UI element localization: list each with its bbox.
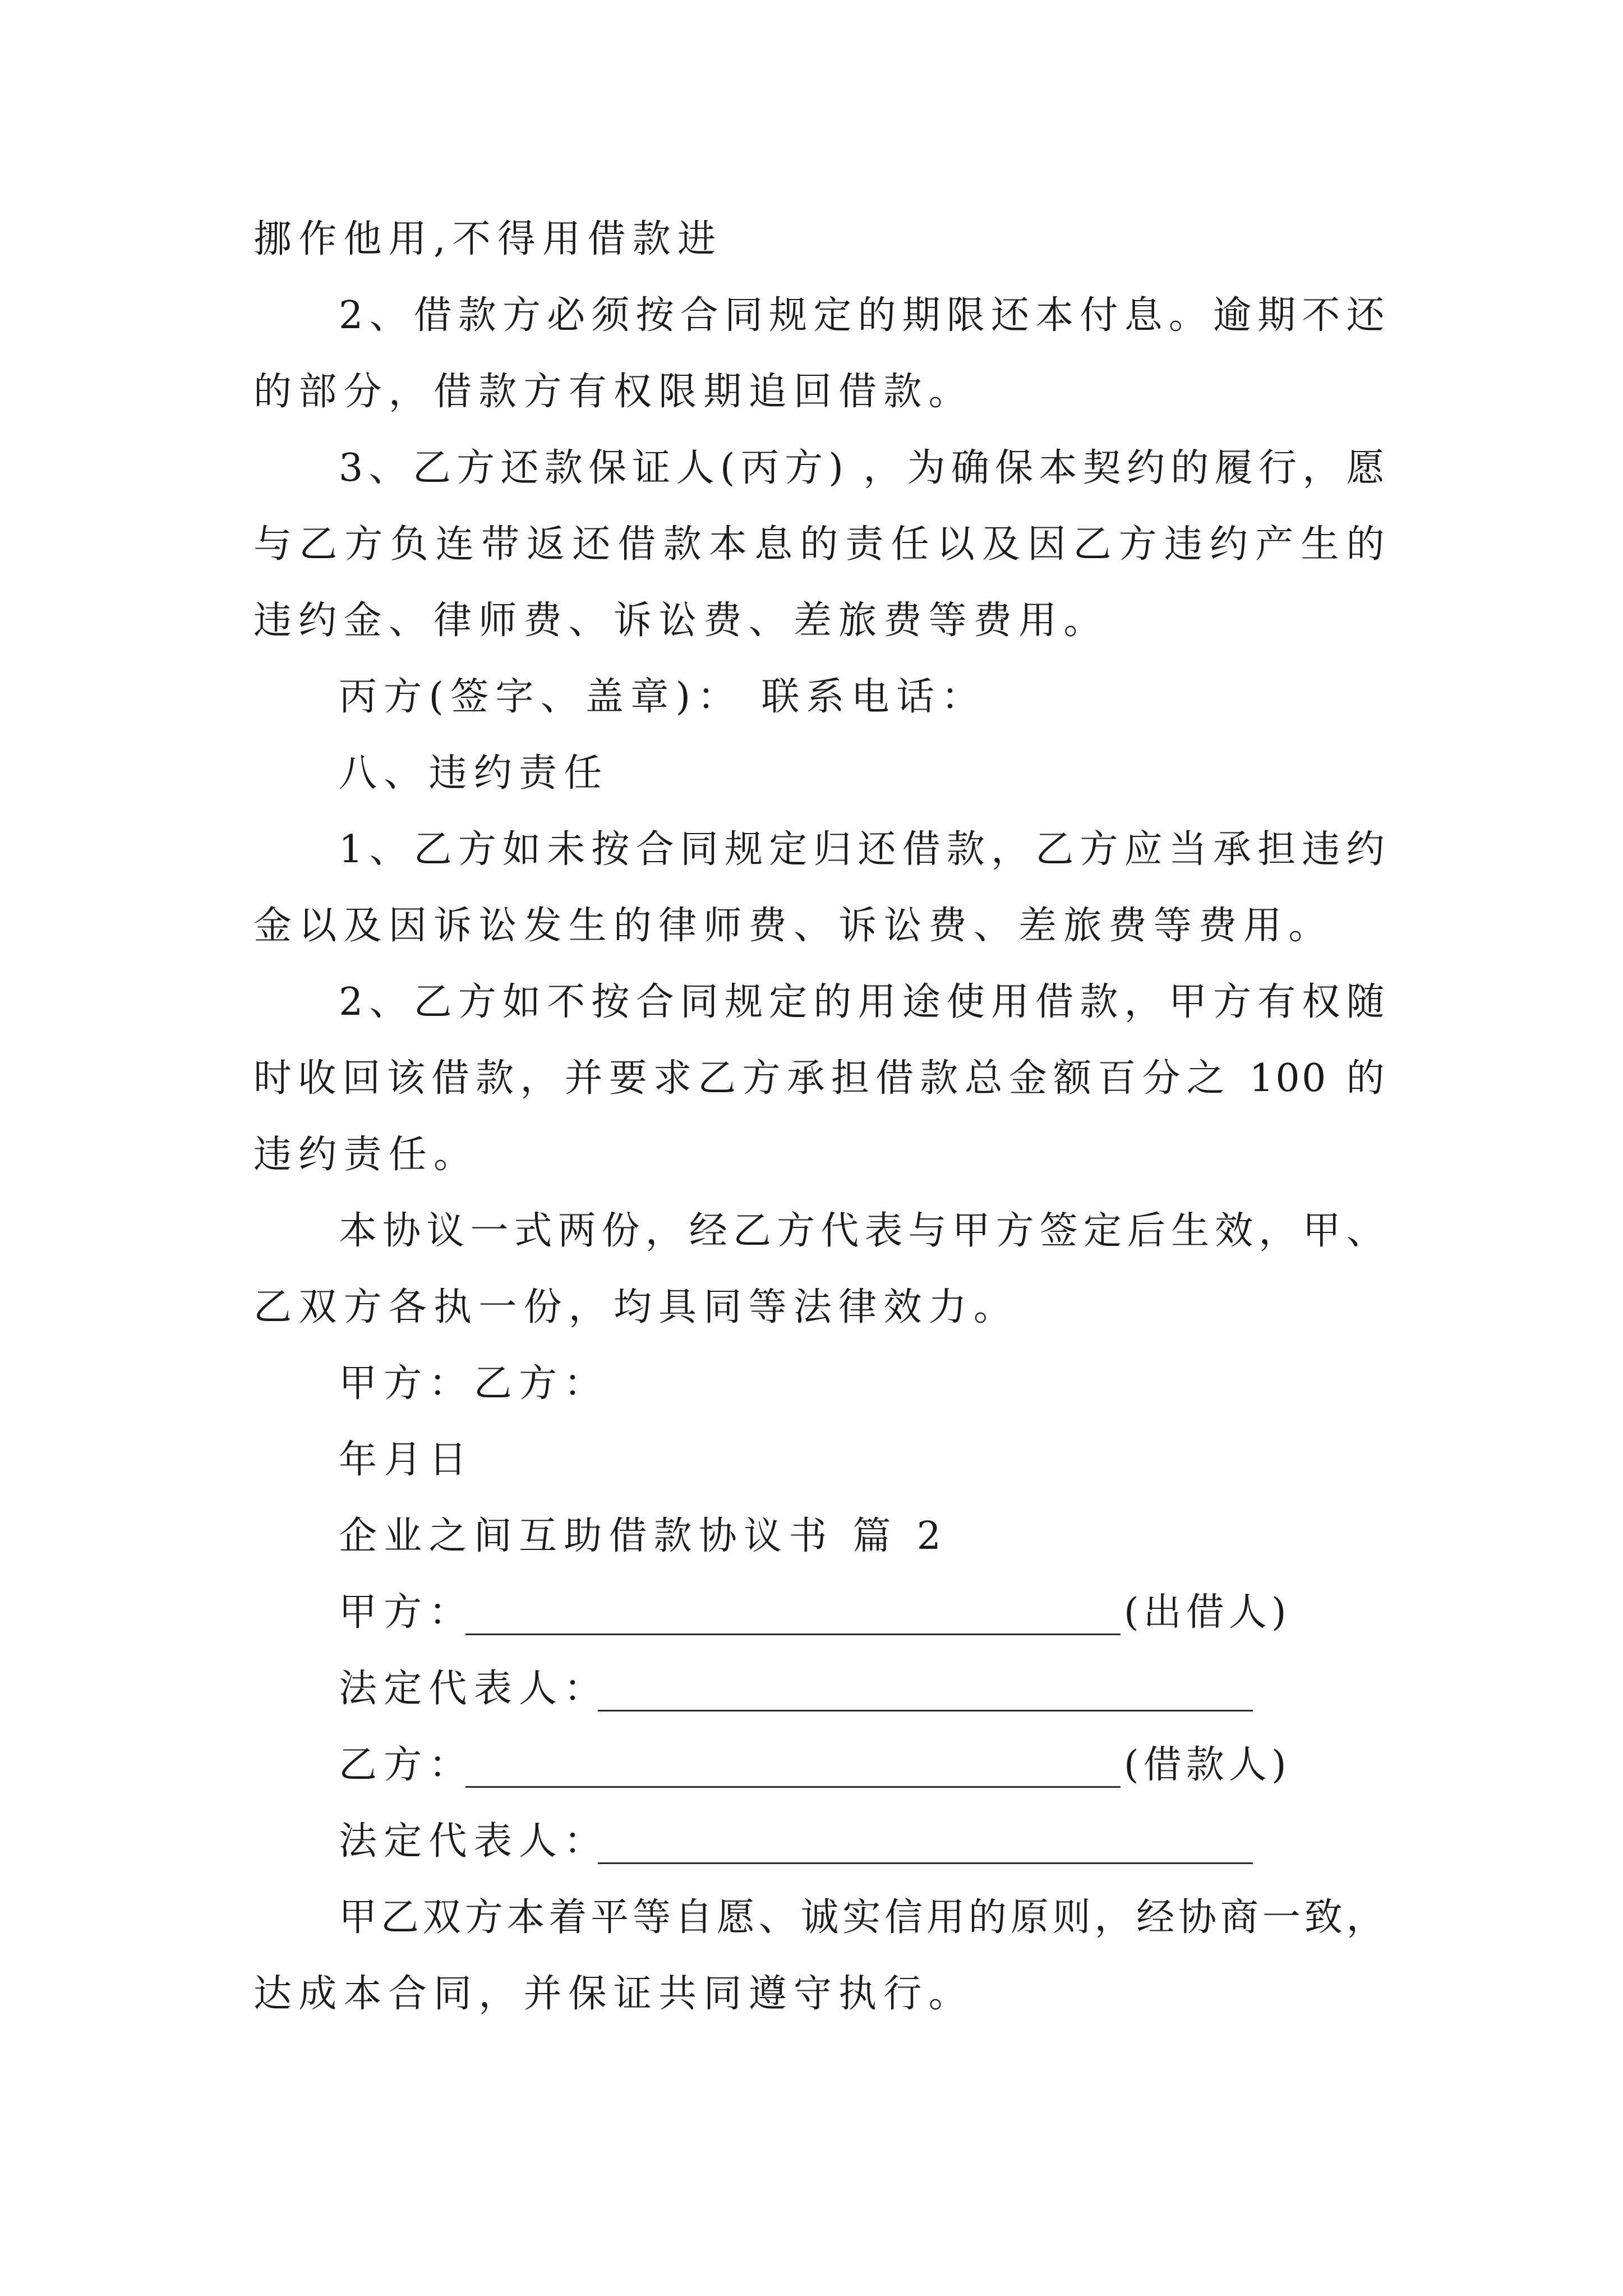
text-line-11: 2、乙方如不按合同规定的用途使用借款，甲方有权随 [339, 980, 1386, 1024]
text-line-5: 与乙方负连带返还借款本息的责任以及因乙方违约产生的 [253, 522, 1386, 567]
closing-line-2: 达成本合同，并保证共同遵守执行。 [253, 1972, 974, 2016]
text-line-6: 违约金、律师费、诉讼费、差旅费等费用。 [253, 599, 1109, 643]
text-line-3: 的部分，借款方有权限期追回借款。 [253, 370, 974, 414]
borrower-suffix: (借款人) [1124, 1743, 1291, 1787]
lender-rep-blank[interactable] [598, 1710, 1253, 1711]
lender-suffix: (出借人) [1124, 1590, 1291, 1635]
text-line-15: 乙双方各执一份，均具同等法律效力。 [253, 1285, 1019, 1329]
text-line-4: 3、乙方还款保证人(丙方) ，为确保本契约的履行，愿 [339, 446, 1386, 490]
text-line-12: 时收回该借款，并要求乙方承担借款总金额百分之 100 的 [253, 1056, 1386, 1101]
date-line: 年月日 [339, 1438, 474, 1482]
borrower-blank[interactable] [465, 1786, 1121, 1788]
borrower-rep-label: 法定代表人： [339, 1819, 609, 1864]
text-line-10: 金以及因诉讼发生的律师费、诉讼费、差旅费等费用。 [253, 904, 1334, 948]
closing-line-1: 甲乙双方本着平等自愿、诚实信用的原则，经协商一致， [339, 1895, 1386, 1940]
text-line-1: 挪作他用,不得用借款进 [253, 217, 723, 261]
lender-label: 甲方： [339, 1590, 474, 1635]
lender-rep-label: 法定代表人： [339, 1667, 609, 1711]
borrower-label: 乙方： [339, 1743, 474, 1787]
text-line-7: 丙方(签字、盖章)： 联系电话： [339, 675, 986, 719]
borrower-rep-blank[interactable] [598, 1862, 1253, 1864]
section-heading-breach: 八、违约责任 [339, 751, 609, 795]
text-line-13: 违约责任。 [253, 1133, 479, 1177]
text-line-14: 本协议一式两份，经乙方代表与甲方签定后生效，甲、 [339, 1209, 1386, 1253]
text-line-2: 2、借款方必须按合同规定的期限还本付息。逾期不还 [339, 293, 1386, 338]
lender-blank[interactable] [465, 1634, 1121, 1635]
section-title-part-2: 企业之间互助借款协议书 篇 2 [339, 1514, 948, 1558]
text-line-9: 1、乙方如未按合同规定归还借款，乙方应当承担违约 [339, 827, 1386, 872]
signature-line: 甲方：乙方： [339, 1361, 609, 1406]
